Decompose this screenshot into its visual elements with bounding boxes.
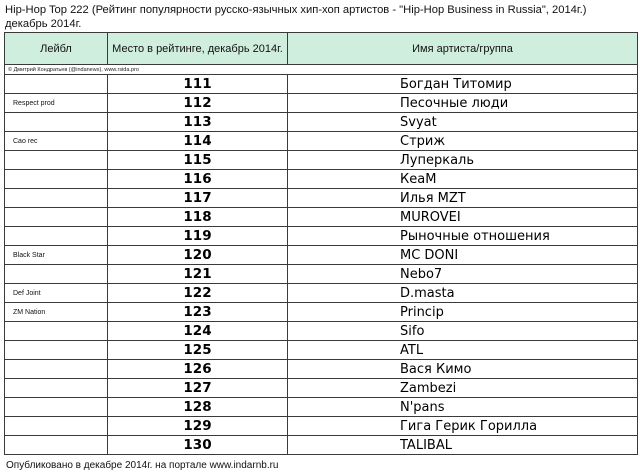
rank-cell: 119 xyxy=(108,227,288,246)
artist-cell: Богдан Титомир xyxy=(288,75,638,94)
table-row xyxy=(5,341,638,360)
artist-cell: ATL xyxy=(288,341,638,360)
artist-cell: D.masta xyxy=(288,284,638,303)
rank-cell: 115 xyxy=(108,151,288,170)
rank-cell: 125 xyxy=(108,341,288,360)
label-cell: Cao rec xyxy=(5,132,108,151)
table-header-row xyxy=(5,33,638,65)
table-row xyxy=(5,151,638,170)
rank-cell: 114 xyxy=(108,132,288,151)
rank-cell: 129 xyxy=(108,417,288,436)
table-row xyxy=(5,322,638,341)
artist-cell: КеаМ xyxy=(288,170,638,189)
label-cell xyxy=(5,113,108,132)
table-row xyxy=(5,75,638,94)
table-row xyxy=(5,246,638,265)
artist-cell: MC DONI xyxy=(288,246,638,265)
rank-cell: 122 xyxy=(108,284,288,303)
artist-cell: Princip xyxy=(288,303,638,322)
rank-cell: 116 xyxy=(108,170,288,189)
rating-table xyxy=(4,32,638,455)
artist-cell: Песочные люди xyxy=(288,94,638,113)
artist-cell: N'pans xyxy=(288,398,638,417)
label-cell xyxy=(5,189,108,208)
label-cell xyxy=(5,398,108,417)
table-row xyxy=(5,379,638,398)
artist-cell: Рыночные отношения xyxy=(288,227,638,246)
label-cell xyxy=(5,436,108,455)
rank-cell: 124 xyxy=(108,322,288,341)
page-title xyxy=(5,3,635,31)
table-row xyxy=(5,132,638,151)
artist-cell: Луперкаль xyxy=(288,151,638,170)
artist-cell: Nebo7 xyxy=(288,265,638,284)
credit-text: © Дмитрий Кондратьев (@indanews), www.rsida.pro xyxy=(5,65,638,75)
label-cell xyxy=(5,208,108,227)
table-row xyxy=(5,94,638,113)
rank-cell: 111 xyxy=(108,75,288,94)
label-cell xyxy=(5,360,108,379)
header-rank: Место в рейтинге, декабрь 2014г. xyxy=(108,33,288,65)
rank-cell: 121 xyxy=(108,265,288,284)
rank-cell: 130 xyxy=(108,436,288,455)
artist-cell: Sifo xyxy=(288,322,638,341)
rank-cell: 123 xyxy=(108,303,288,322)
table-row xyxy=(5,417,638,436)
table-row xyxy=(5,398,638,417)
table-row xyxy=(5,436,638,455)
label-cell xyxy=(5,379,108,398)
rank-cell: 112 xyxy=(108,94,288,113)
artist-cell: Стриж xyxy=(288,132,638,151)
label-cell xyxy=(5,75,108,94)
artist-cell: TALIBAL xyxy=(288,436,638,455)
table-row xyxy=(5,303,638,322)
artist-cell: Вася Кимо xyxy=(288,360,638,379)
rank-cell: 128 xyxy=(108,398,288,417)
table-body xyxy=(5,65,638,455)
table-row xyxy=(5,265,638,284)
artist-cell: MUROVEI xyxy=(288,208,638,227)
table-row xyxy=(5,189,638,208)
label-cell: Black Star xyxy=(5,246,108,265)
label-cell xyxy=(5,341,108,360)
label-cell: ZM Nation xyxy=(5,303,108,322)
rank-cell: 126 xyxy=(108,360,288,379)
header-artist: Имя артиста/группа xyxy=(288,33,638,65)
rank-cell: 113 xyxy=(108,113,288,132)
label-cell: Respect prod xyxy=(5,94,108,113)
table-row xyxy=(5,208,638,227)
table-row xyxy=(5,113,638,132)
label-cell xyxy=(5,322,108,341)
publication-footer: Опубликовано в декабре 2014г. на портале www.indarnb.ru xyxy=(6,460,279,471)
label-cell xyxy=(5,417,108,436)
table-row xyxy=(5,360,638,379)
artist-cell: Svyat xyxy=(288,113,638,132)
table-row xyxy=(5,170,638,189)
rank-cell: 120 xyxy=(108,246,288,265)
label-cell xyxy=(5,227,108,246)
artist-cell: Илья MZT xyxy=(288,189,638,208)
artist-cell: Гига Герик Горилла xyxy=(288,417,638,436)
rank-cell: 127 xyxy=(108,379,288,398)
header-label: Лейбл xyxy=(5,33,108,65)
label-cell xyxy=(5,170,108,189)
label-cell xyxy=(5,265,108,284)
label-cell: Def Joint xyxy=(5,284,108,303)
title-line-1: Hip-Hop Top 222 (Рейтинг популярности русско-язычных хип-хоп артистов - "Hip-Hop Business in Russia", 2014г.) xyxy=(5,4,587,16)
rank-cell: 118 xyxy=(108,208,288,227)
credit-row xyxy=(5,65,638,75)
label-cell xyxy=(5,151,108,170)
rank-cell: 117 xyxy=(108,189,288,208)
artist-cell: Zambezi xyxy=(288,379,638,398)
table-row xyxy=(5,284,638,303)
table-row xyxy=(5,227,638,246)
title-line-2: декабрь 2014г. xyxy=(5,18,82,30)
